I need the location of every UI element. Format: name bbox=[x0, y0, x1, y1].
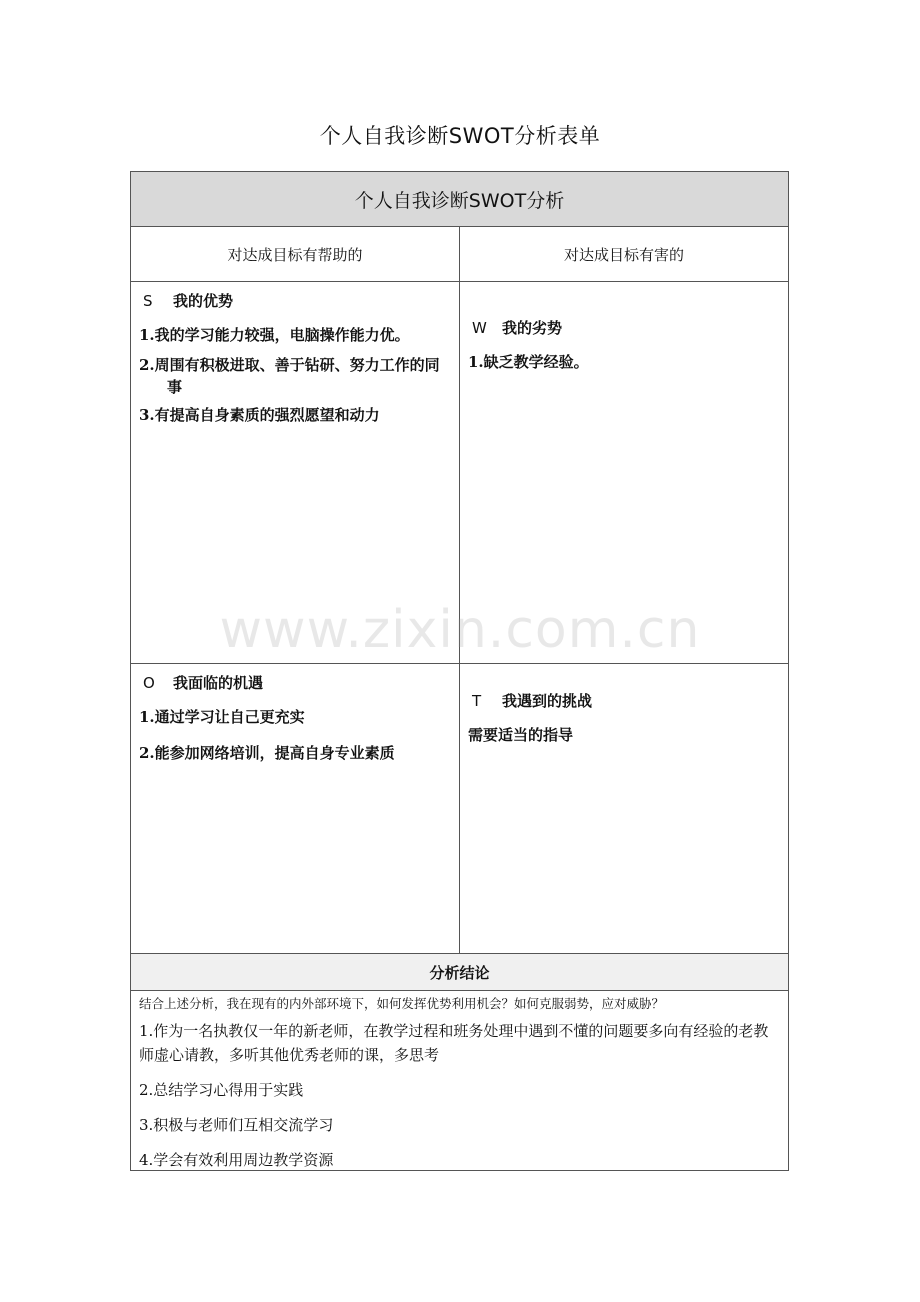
quadrant-letter: T bbox=[472, 692, 482, 710]
conclusion-point: 1.作为一名执教仅一年的新老师，在教学过程和班务处理中遇到不懂的问题要多向有经验的老教师虚心请教，多听其他优秀老师的课，多思考 bbox=[139, 1022, 769, 1064]
column-header-helpful: 对达成目标有帮助的 bbox=[131, 227, 460, 282]
quadrant-heading bbox=[468, 690, 780, 712]
quadrant-opportunities bbox=[131, 664, 460, 954]
swot-table bbox=[130, 171, 789, 1171]
quadrant-heading bbox=[468, 317, 780, 339]
conclusion-point: 4.学会有效利用周边教学资源 bbox=[139, 1151, 334, 1169]
quadrant-letter: S bbox=[143, 292, 153, 310]
conclusion-header: 分析结论 bbox=[131, 954, 788, 991]
quadrant-letter: W bbox=[472, 319, 487, 337]
list-item: 3.有提高自身素质的强烈愿望和动力 bbox=[139, 406, 380, 424]
conclusion-body bbox=[131, 991, 788, 1171]
list-item: 2.能参加网络培训，提高自身专业素质 bbox=[139, 744, 395, 762]
quadrant-letter: O bbox=[143, 674, 155, 692]
list-item: 1.我的学习能力较强，电脑操作能力优。 bbox=[139, 326, 410, 344]
conclusion-point: 3.积极与老师们互相交流学习 bbox=[139, 1116, 334, 1134]
quadrant-strengths bbox=[131, 282, 460, 664]
list-item: 1.缺乏教学经验。 bbox=[468, 353, 589, 371]
page-title: 个人自我诊断SWOT分析表单 bbox=[319, 124, 601, 148]
quadrant-label: 我的优势 bbox=[173, 292, 234, 310]
list-item: 2.周围有积极进取、善于钻研、努力工作的同事 bbox=[139, 356, 440, 396]
column-header-harmful: 对达成目标有害的 bbox=[460, 227, 788, 282]
conclusion-point: 2.总结学习心得用于实践 bbox=[139, 1081, 304, 1099]
quadrant-weaknesses bbox=[460, 282, 788, 664]
quadrant-label: 我遇到的挑战 bbox=[502, 692, 593, 710]
list-item: 需要适当的指导 bbox=[468, 726, 574, 744]
quadrant-heading bbox=[139, 290, 451, 312]
watermark: www.zixin.com.cn bbox=[219, 600, 701, 660]
quadrant-threats bbox=[460, 664, 788, 954]
quadrant-label: 我的劣势 bbox=[502, 319, 563, 337]
conclusion-question: 结合上述分析，我在现有的内外部环境下，如何发挥优势利用机会？如何克服弱势，应对威胁？ bbox=[139, 996, 665, 1011]
list-item: 1.通过学习让自己更充实 bbox=[139, 708, 305, 726]
table-header: 个人自我诊断SWOT分析 bbox=[131, 172, 788, 227]
quadrant-label: 我面临的机遇 bbox=[173, 674, 264, 692]
quadrant-heading bbox=[139, 672, 451, 694]
